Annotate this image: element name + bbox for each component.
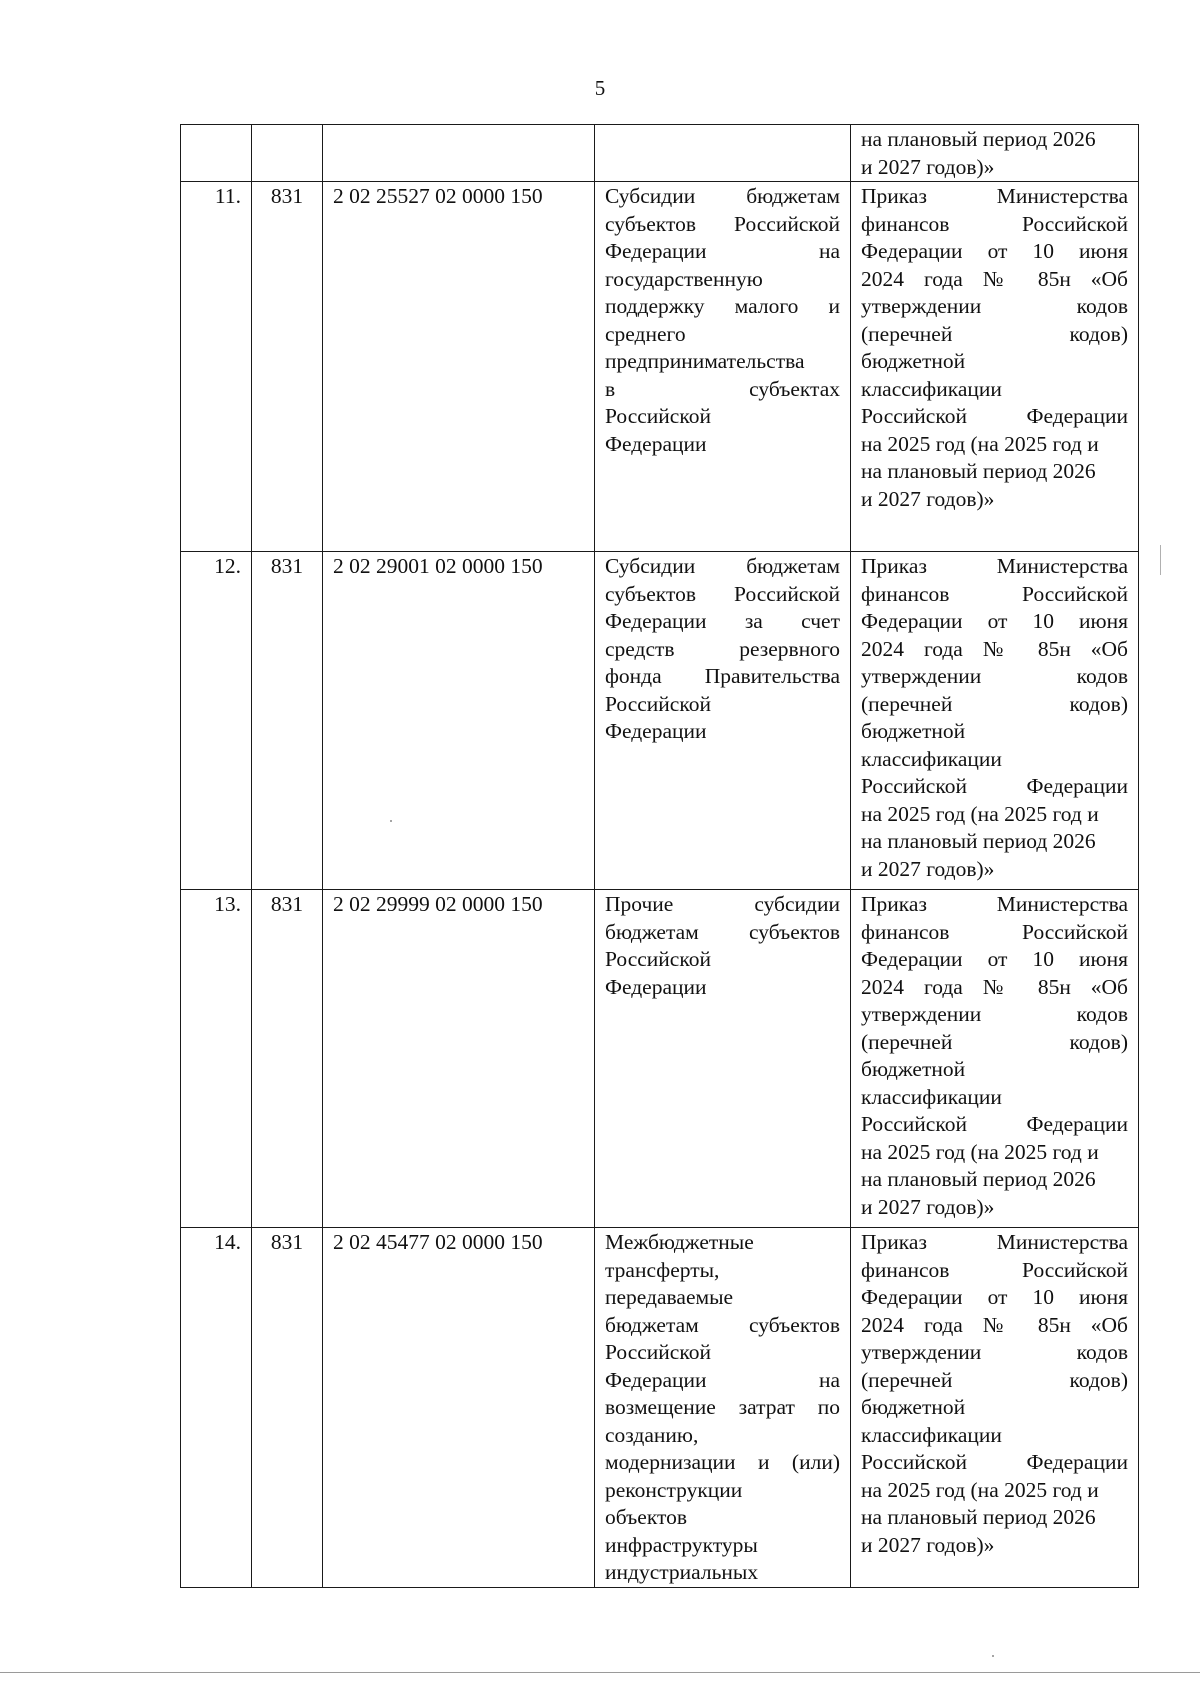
table-body: [181, 125, 1139, 1588]
scan-bottom-edge: [0, 1672, 1200, 1673]
income-name-lines: [605, 891, 840, 1001]
income-name-lines: [605, 1229, 840, 1587]
budget-code-cell: 2 02 29999 02 0000 150: [323, 890, 595, 1228]
legal-basis-lines: [861, 126, 1128, 181]
text-line: утверждении кодов: [861, 664, 1128, 688]
income-name-cell: [595, 552, 851, 890]
text-line: Федерации на: [605, 239, 840, 263]
text-line: трансферты,: [605, 1257, 720, 1282]
text-line: бюджетной: [861, 1057, 966, 1081]
row-number-cell: 13.: [181, 890, 252, 1228]
text-line: на плановый период 2026: [861, 1167, 1096, 1191]
text-line: Федерации: [605, 719, 707, 743]
text-line: Российской: [605, 691, 711, 716]
text-line: инфраструктуры: [605, 1532, 758, 1557]
text-line: поддержку малого и: [605, 294, 840, 318]
text-line: на плановый период 2026: [861, 127, 1096, 151]
text-line: Российской: [605, 947, 711, 971]
row-number-cell: [181, 125, 252, 182]
administrator-code-cell: 831: [252, 1228, 323, 1588]
row-number-cell: 14.: [181, 1228, 252, 1588]
text-line: Субсидии бюджетам: [605, 554, 840, 578]
scan-speck: [390, 820, 392, 822]
text-line: Приказ Министерства: [861, 554, 1128, 578]
text-line: Прочие субсидии: [605, 892, 840, 916]
text-line: на 2025 год (на 2025 год и: [861, 801, 1099, 826]
text-line: государственную: [605, 266, 763, 291]
legal-basis-cell: [851, 552, 1139, 890]
page-number: 5: [594, 76, 606, 100]
text-line: и 2027 годов)»: [861, 1194, 995, 1219]
text-line: утверждении кодов: [861, 1002, 1128, 1026]
text-line: среднего: [605, 321, 686, 346]
text-line: Федерации от 10 июня: [861, 947, 1128, 971]
text-line: созданию,: [605, 1422, 699, 1447]
income-name-cell: [595, 182, 851, 552]
text-line: Российской: [605, 1340, 711, 1364]
row-number-cell: 12.: [181, 552, 252, 890]
table-row: [181, 182, 1139, 552]
text-line: возмещение затрат по: [605, 1395, 840, 1419]
budget-code-cell: 2 02 45477 02 0000 150: [323, 1228, 595, 1588]
legal-basis-cell: [851, 182, 1139, 552]
text-line: (перечней кодов): [861, 691, 1128, 716]
text-line: объектов: [605, 1505, 687, 1529]
text-line: предпринимательства: [605, 349, 805, 373]
text-line: классификации: [861, 746, 1002, 771]
text-line: 2024 года № 85н «Об: [861, 266, 1128, 291]
text-line: модернизации и (или): [605, 1450, 840, 1474]
text-line: Приказ Министерства: [861, 184, 1128, 208]
income-name-cell: [595, 125, 851, 182]
text-line: на плановый период 2026: [861, 829, 1096, 853]
scan-speck: [992, 1655, 994, 1657]
text-line: финансов Российской: [861, 1257, 1128, 1282]
budget-code-cell: 2 02 25527 02 0000 150: [323, 182, 595, 552]
text-line: Российской Федерации: [861, 774, 1128, 798]
text-line: классификации: [861, 1084, 1002, 1109]
text-line: Федерации за счет: [605, 609, 840, 633]
text-line: Приказ Министерства: [861, 1230, 1128, 1254]
text-line: финансов Российской: [861, 211, 1128, 236]
text-line: (перечней кодов): [861, 1029, 1128, 1054]
text-line: на плановый период 2026: [861, 459, 1096, 483]
administrator-code-cell: [252, 125, 323, 182]
text-line: Федерации на: [605, 1367, 840, 1392]
text-line: и 2027 годов)»: [861, 856, 995, 881]
text-line: субъектов Российской: [605, 211, 840, 236]
legal-basis-lines: [861, 1229, 1128, 1559]
legal-basis-lines: [861, 553, 1128, 883]
text-line: Российской Федерации: [861, 1112, 1128, 1136]
table-row: [181, 552, 1139, 890]
text-line: на 2025 год (на 2025 год и: [861, 1139, 1099, 1164]
text-line: Российской: [605, 404, 711, 428]
budget-code-cell: [323, 125, 595, 182]
text-line: финансов Российской: [861, 919, 1128, 944]
income-name-lines: [605, 553, 840, 746]
legal-basis-cell: [851, 890, 1139, 1228]
text-line: передаваемые: [605, 1285, 734, 1309]
text-line: на плановый период 2026: [861, 1505, 1096, 1529]
text-line: Российской Федерации: [861, 404, 1128, 428]
text-line: средств резервного: [605, 636, 840, 661]
text-line: Федерации от 10 июня: [861, 1285, 1128, 1309]
text-line: субъектов Российской: [605, 581, 840, 606]
text-line: (перечней кодов): [861, 1367, 1128, 1392]
legal-basis-lines: [861, 891, 1128, 1221]
table-row: [181, 1228, 1139, 1588]
codes-table: [180, 124, 1139, 1588]
administrator-code-cell: 831: [252, 182, 323, 552]
legal-basis-lines: [861, 183, 1128, 513]
text-line: Федерации: [605, 974, 707, 999]
income-name-cell: [595, 890, 851, 1228]
income-name-lines: [605, 183, 840, 458]
table-row: [181, 125, 1139, 182]
text-line: фонда Правительства: [605, 664, 840, 688]
text-line: в субъектах: [605, 376, 840, 401]
text-line: бюджетам субъектов: [605, 1312, 840, 1337]
text-line: 2024 года № 85н «Об: [861, 1312, 1128, 1337]
income-name-cell: [595, 1228, 851, 1588]
text-line: бюджетам субъектов: [605, 919, 840, 944]
text-line: Межбюджетные: [605, 1230, 754, 1254]
budget-code-cell: 2 02 29001 02 0000 150: [323, 552, 595, 890]
administrator-code-cell: 831: [252, 890, 323, 1228]
text-line: и 2027 годов)»: [861, 1532, 995, 1557]
text-line: индустриальных: [605, 1560, 759, 1584]
text-line: Федерации от 10 июня: [861, 239, 1128, 263]
legal-basis-cell: [851, 125, 1139, 182]
text-line: Российской Федерации: [861, 1450, 1128, 1474]
text-line: бюджетной: [861, 1395, 966, 1419]
text-line: реконструкции: [605, 1477, 743, 1502]
text-line: (перечней кодов): [861, 321, 1128, 346]
text-line: Субсидии бюджетам: [605, 184, 840, 208]
text-line: 2024 года № 85н «Об: [861, 974, 1128, 999]
text-line: Федерации от 10 июня: [861, 609, 1128, 633]
text-line: утверждении кодов: [861, 1340, 1128, 1364]
text-line: на 2025 год (на 2025 год и: [861, 431, 1099, 456]
legal-basis-cell: [851, 1228, 1139, 1588]
text-line: бюджетной: [861, 719, 966, 743]
text-line: Приказ Министерства: [861, 892, 1128, 916]
text-line: Федерации: [605, 431, 707, 456]
text-line: и 2027 годов)»: [861, 154, 995, 179]
text-line: классификации: [861, 1422, 1002, 1447]
text-line: бюджетной: [861, 349, 966, 373]
text-line: классификации: [861, 376, 1002, 401]
scan-mark: [1160, 545, 1161, 575]
text-line: на 2025 год (на 2025 год и: [861, 1477, 1099, 1502]
row-number-cell: 11.: [181, 182, 252, 552]
text-line: 2024 года № 85н «Об: [861, 636, 1128, 661]
table-row: [181, 890, 1139, 1228]
administrator-code-cell: 831: [252, 552, 323, 890]
text-line: и 2027 годов)»: [861, 486, 995, 511]
text-line: утверждении кодов: [861, 294, 1128, 318]
text-line: финансов Российской: [861, 581, 1128, 606]
